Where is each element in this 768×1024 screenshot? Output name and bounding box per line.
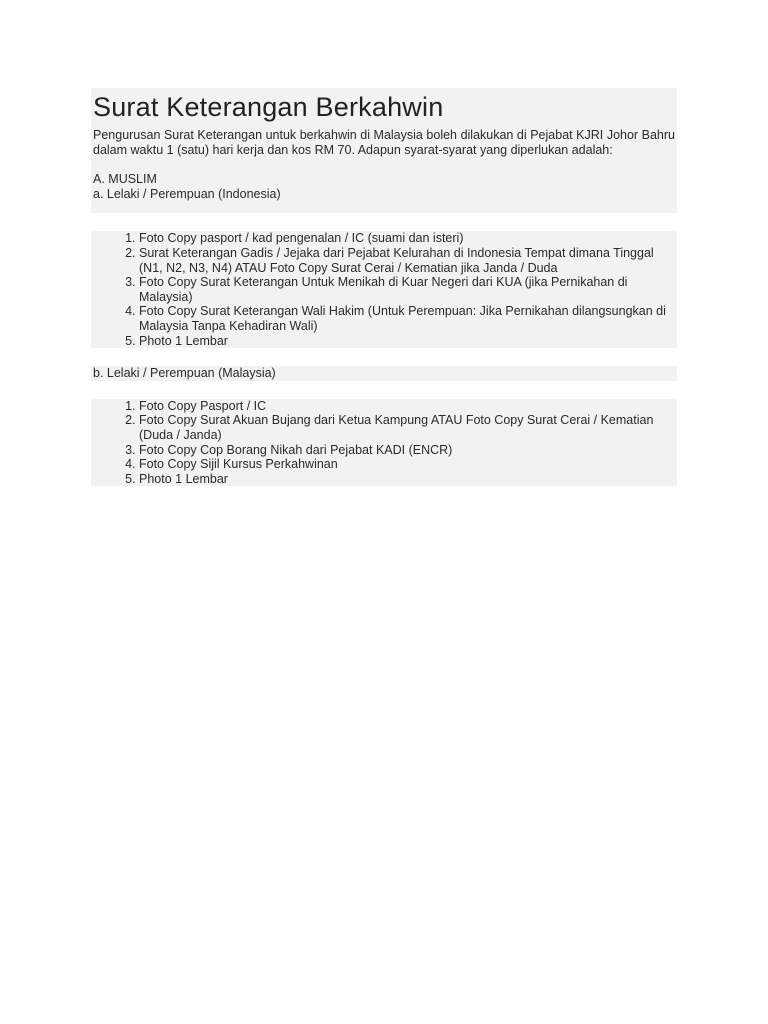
list-item: 2. Foto Copy Surat Akuan Bujang dari Ketua Kampung ATAU Foto Copy Surat Cerai / Kematian (Duda / Janda) (139, 413, 677, 442)
document-title: Surat Keterangan Berkahwin (93, 92, 444, 122)
subsection-a-heading: a. Lelaki / Perempuan (Indonesia) (93, 186, 281, 201)
requirements-list-b-block (91, 399, 677, 487)
intro-block (91, 88, 677, 213)
list-item: 3. Foto Copy Surat Keterangan Untuk Menikah di Kuar Negeri dari KUA (jika Pernikahan di Malaysia) (139, 275, 677, 304)
list-item: 5. Photo 1 Lembar (139, 472, 677, 487)
section-a-heading: A. MUSLIM (93, 172, 157, 187)
requirements-list-b (91, 399, 677, 487)
list-item: 1. Foto Copy pasport / kad pengenalan / IC (suami dan isteri) (139, 231, 677, 246)
list-item: 5. Photo 1 Lembar (139, 334, 677, 349)
list-item: 3. Foto Copy Cop Borang Nikah dari Pejabat KADI (ENCR) (139, 443, 677, 458)
document-page (91, 88, 677, 486)
subsection-b-heading: b. Lelaki / Perempuan (Malaysia) (91, 366, 677, 381)
list-item: 4. Foto Copy Sijil Kursus Perkahwinan (139, 457, 677, 472)
requirements-list-a (91, 231, 677, 348)
intro-paragraph: Pengurusan Surat Keterangan untuk berkahwin di Malaysia boleh dilakukan di Pejabat KJRI Johor Bahru dalam waktu 1 (satu) hari kerja dan kos RM 70. Adapun syarat-syarat yang diperlukan adalah: (93, 128, 675, 157)
list-item: 1. Foto Copy Pasport / IC (139, 399, 677, 414)
requirements-list-a-block (91, 231, 677, 348)
spacer (93, 157, 675, 172)
list-item: 2. Surat Keterangan Gadis / Jejaka dari Pejabat Kelurahan di Indonesia Tempat dimana Tinggal (N1, N2, N3, N4) ATAU Foto Copy Surat Cerai / Kematian jika Janda / Duda (139, 246, 677, 275)
list-item: 4. Foto Copy Surat Keterangan Wali Hakim (Untuk Perempuan: Jika Pernikahan dilangsungkan di Malaysia Tanpa Kehadiran Wali) (139, 304, 677, 333)
